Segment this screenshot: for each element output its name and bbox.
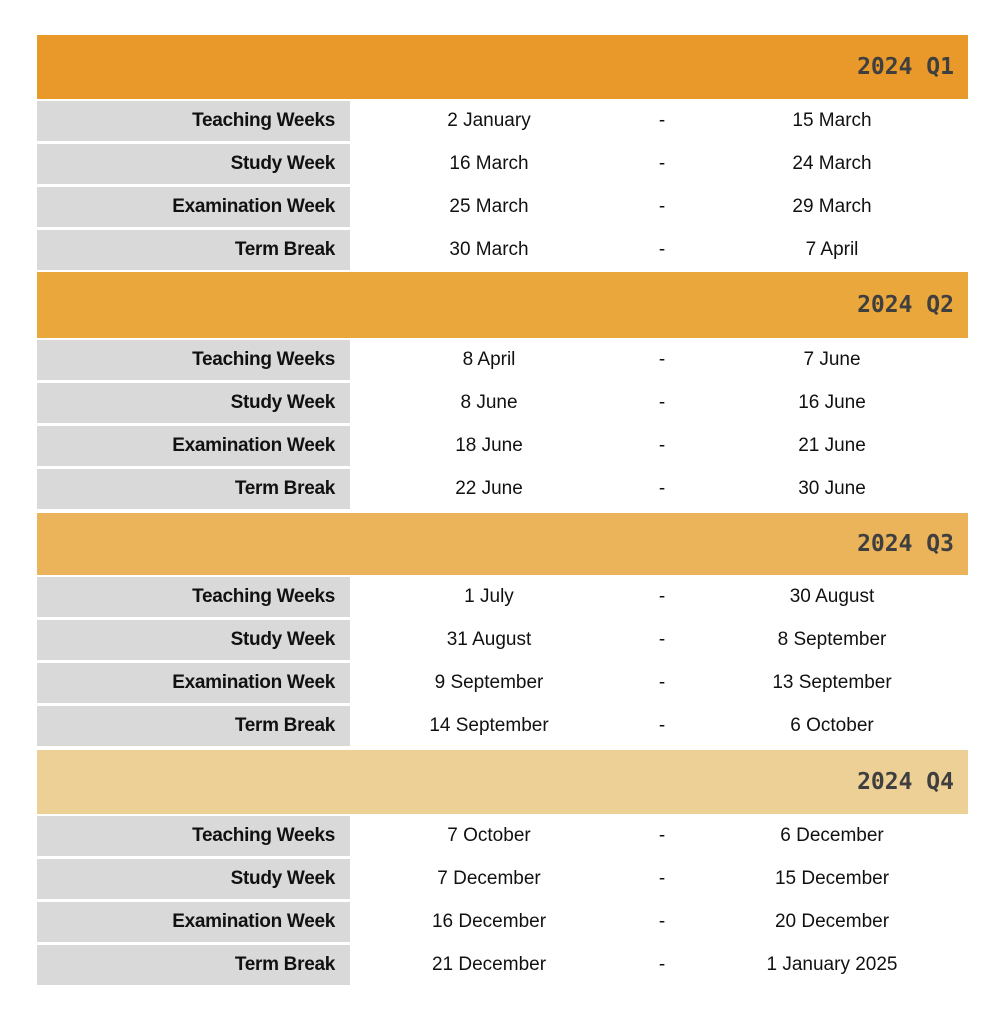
- start-date: 22 June: [455, 478, 523, 499]
- period-label: Teaching Weeks: [37, 577, 350, 617]
- period-label: Study Week: [37, 144, 350, 184]
- end-date: 24 March: [792, 153, 872, 174]
- start-date: 18 June: [455, 435, 523, 456]
- table-row: [37, 945, 968, 985]
- date-separator: -: [658, 715, 666, 736]
- end-date: 30 June: [798, 478, 866, 499]
- quarter-q3: [37, 513, 968, 746]
- date-separator: -: [658, 586, 666, 607]
- end-date: 29 March: [792, 196, 872, 217]
- date-separator: -: [658, 911, 666, 932]
- end-date: 15 March: [792, 110, 872, 131]
- period-label: Teaching Weeks: [37, 340, 350, 380]
- table-row: [37, 340, 968, 380]
- start-date: 8 June: [460, 392, 518, 413]
- start-date: 16 March: [449, 153, 529, 174]
- start-date: 7 December: [437, 868, 541, 889]
- quarter-rows: [37, 575, 968, 746]
- quarter-title: 2024 Q1: [857, 54, 954, 80]
- start-date: 30 March: [449, 239, 529, 260]
- period-label: Study Week: [37, 859, 350, 899]
- period-label: Study Week: [37, 620, 350, 660]
- date-separator: -: [658, 196, 666, 217]
- period-label: Examination Week: [37, 902, 350, 942]
- table-row: [37, 144, 968, 184]
- table-row: [37, 230, 968, 270]
- date-separator: -: [658, 153, 666, 174]
- table-row: [37, 577, 968, 617]
- period-label: Term Break: [37, 230, 350, 270]
- date-separator: -: [658, 349, 666, 370]
- start-date: 14 September: [429, 715, 549, 736]
- start-date: 21 December: [431, 954, 547, 975]
- date-separator: -: [658, 954, 666, 975]
- start-date: 8 April: [462, 349, 516, 370]
- quarter-q4: [37, 750, 968, 985]
- end-date: 6 December: [780, 825, 884, 846]
- table-row: [37, 816, 968, 856]
- date-separator: -: [658, 672, 666, 693]
- start-date: 25 March: [449, 196, 529, 217]
- end-date: 13 September: [772, 672, 892, 693]
- quarter-header: [37, 750, 968, 814]
- start-date: 7 October: [447, 825, 531, 846]
- start-date: 1 July: [464, 586, 514, 607]
- period-label: Study Week: [37, 383, 350, 423]
- table-row: [37, 187, 968, 227]
- quarter-title: 2024 Q4: [857, 769, 954, 795]
- period-label: Term Break: [37, 469, 350, 509]
- table-row: [37, 469, 968, 509]
- quarter-header: [37, 272, 968, 338]
- period-label: Term Break: [37, 706, 350, 746]
- end-date: 1 January 2025: [766, 954, 898, 975]
- quarter-rows: [37, 338, 968, 509]
- end-date: 20 December: [774, 911, 890, 932]
- end-date: 16 June: [798, 392, 866, 413]
- date-separator: -: [658, 435, 666, 456]
- quarter-q2: [37, 272, 968, 509]
- quarter-title: 2024 Q2: [857, 292, 954, 318]
- period-label: Term Break: [37, 945, 350, 985]
- date-separator: -: [658, 825, 666, 846]
- quarter-q1: [37, 35, 968, 270]
- table-row: [37, 620, 968, 660]
- date-separator: -: [658, 392, 666, 413]
- table-row: [37, 383, 968, 423]
- end-date: 21 June: [798, 435, 866, 456]
- quarter-rows: [37, 99, 968, 270]
- period-label: Examination Week: [37, 663, 350, 703]
- end-date: 30 August: [789, 586, 875, 607]
- end-date: 7 April: [805, 239, 859, 260]
- start-date: 16 December: [431, 911, 547, 932]
- quarter-rows: [37, 814, 968, 985]
- table-row: [37, 706, 968, 746]
- academic-calendar: [37, 35, 968, 985]
- period-label: Teaching Weeks: [37, 101, 350, 141]
- end-date: 8 September: [777, 629, 887, 650]
- start-date: 9 September: [434, 672, 544, 693]
- date-separator: -: [658, 868, 666, 889]
- table-row: [37, 859, 968, 899]
- table-row: [37, 101, 968, 141]
- date-separator: -: [658, 110, 666, 131]
- date-separator: -: [658, 478, 666, 499]
- quarter-header: [37, 513, 968, 575]
- end-date: 15 December: [774, 868, 890, 889]
- start-date: 2 January: [447, 110, 531, 131]
- table-row: [37, 902, 968, 942]
- date-separator: -: [658, 629, 666, 650]
- period-label: Teaching Weeks: [37, 816, 350, 856]
- quarter-title: 2024 Q3: [857, 531, 954, 557]
- period-label: Examination Week: [37, 187, 350, 227]
- period-label: Examination Week: [37, 426, 350, 466]
- start-date: 31 August: [446, 629, 532, 650]
- quarter-header: [37, 35, 968, 99]
- table-row: [37, 663, 968, 703]
- date-separator: -: [658, 239, 666, 260]
- end-date: 6 October: [790, 715, 874, 736]
- end-date: 7 June: [803, 349, 861, 370]
- table-row: [37, 426, 968, 466]
